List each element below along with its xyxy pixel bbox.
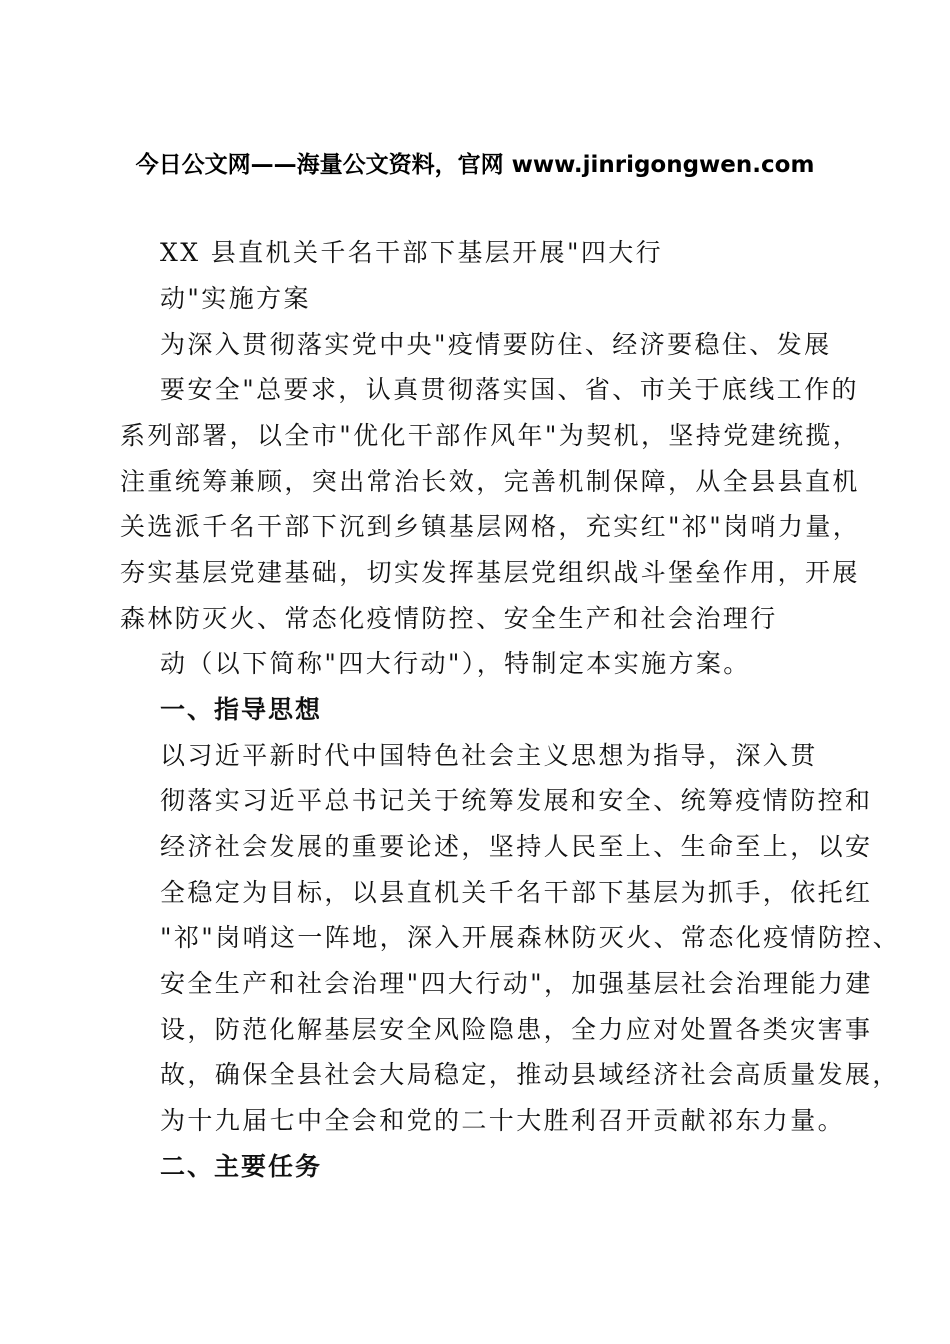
paragraph-line: 森林防灭火、常态化疫情防控、安全生产和社会治理行: [120, 604, 778, 633]
paragraph-line: 要安全"总要求，认真贯彻落实国、省、市关于底线工作的: [160, 375, 859, 404]
paragraph-line: 关选派千名干部下沉到乡镇基层网格，充实红"祁"岗哨力量，: [120, 512, 861, 541]
paragraph-line: "祁"岗哨这一阵地，深入开展森林防灭火、常态化疫情防控、: [160, 923, 901, 952]
title-line-2: 动"实施方案: [160, 284, 311, 313]
paragraph-line: 为深入贯彻落实党中央"疫情要防住、经济要稳住、发展: [160, 330, 832, 359]
paragraph-line: 系列部署，以全市"优化干部作风年"为契机，坚持党建统揽，: [120, 421, 861, 450]
paragraph-line: 以习近平新时代中国特色社会主义思想为指导，深入贯: [160, 741, 818, 770]
paragraph-line: 为十九届七中全会和党的二十大胜利召开贡献祁东力量。: [160, 1106, 846, 1135]
section-heading-2: 二、主要任务: [160, 1152, 323, 1181]
paragraph-line: 故，确保全县社会大局稳定，推动县域经济社会高质量发展，: [160, 1060, 900, 1089]
paragraph-line: 设，防范化解基层安全风险隐患，全力应对处置各类灾害事: [160, 1015, 873, 1044]
title-line-1: XX 县直机关千名干部下基层开展"四大行: [160, 238, 664, 267]
site-header: 今日公文网——海量公文资料，官网 www.jinrigongwen.com: [135, 152, 815, 178]
paragraph-line: 全稳定为目标，以县直机关千名干部下基层为抓手，依托红: [160, 878, 873, 907]
paragraph-line: 动（以下简称"四大行动"），特制定本实施方案。: [160, 649, 751, 678]
paragraph-line: 夯实基层党建基础，切实发挥基层党组织战斗堡垒作用，开展: [120, 558, 860, 587]
paragraph-line: 注重统筹兼顾，突出常治长效，完善机制保障，从全县县直机: [120, 467, 860, 496]
paragraph-line: 经济社会发展的重要论述，坚持人民至上、生命至上，以安: [160, 832, 873, 861]
paragraph-line: 安全生产和社会治理"四大行动"，加强基层社会治理能力建: [160, 969, 873, 998]
section-heading-1: 一、指导思想: [160, 695, 323, 724]
paragraph-line: 彻落实习近平总书记关于统筹发展和安全、统筹疫情防控和: [160, 786, 873, 815]
